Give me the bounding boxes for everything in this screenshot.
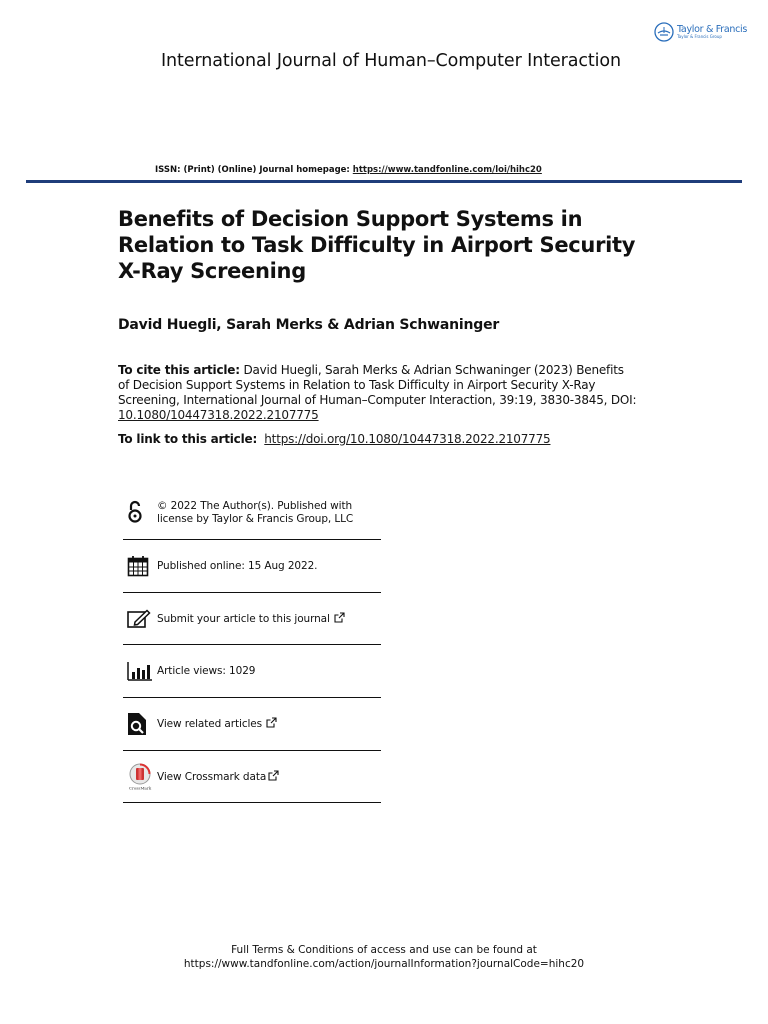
journal-title: International Journal of Human–Computer Interaction bbox=[160, 51, 622, 71]
submit-article-link[interactable] bbox=[157, 612, 345, 626]
citation bbox=[118, 363, 638, 423]
article-views: Article views: 1029 bbox=[157, 664, 256, 677]
link-label: To link to this article: bbox=[118, 432, 258, 446]
info-item-crossmark[interactable] bbox=[123, 751, 381, 803]
license-text: © 2022 The Author(s). Published with license by Taylor & Francis Group, LLC bbox=[157, 500, 354, 525]
journal-homepage-link[interactable]: https://www.tandfonline.com/loi/hihc20 bbox=[352, 165, 542, 175]
publisher-logo bbox=[654, 22, 747, 42]
svg-text:CrossMark: CrossMark bbox=[128, 785, 152, 790]
info-item-license bbox=[123, 487, 381, 540]
header-rule bbox=[26, 180, 742, 183]
article-link-line bbox=[118, 432, 550, 446]
crossmark-icon bbox=[127, 763, 153, 791]
article-title: Benefits of Decision Support Systems in Relation to Task Difficulty in Airport Security X-Ray Screening bbox=[118, 207, 636, 283]
crossmark-link[interactable] bbox=[157, 770, 279, 784]
info-list bbox=[123, 487, 381, 803]
footer-terms: Full Terms & Conditions of access and use can be found at bbox=[231, 944, 537, 956]
footer-url: https://www.tandfonline.com/action/journalInformation?journalCode=hihc20 bbox=[183, 958, 585, 970]
authors: David Huegli, Sarah Merks & Adrian Schwaninger bbox=[118, 317, 500, 333]
published-date: Published online: 15 Aug 2022. bbox=[157, 559, 318, 572]
open-access-icon bbox=[127, 500, 143, 526]
cite-text: David Huegli, Sarah Merks & Adrian Schwaninger (2023) Benefits of Decision Support Systems in Relation to Task Difficulty in Airport Security X-Ray Screening, International Journal of Human–Computer Interaction, 39:19, 3830-3845, DOI: bbox=[118, 363, 637, 407]
publisher-name: Taylor & Francis bbox=[677, 23, 748, 35]
external-link-icon bbox=[334, 612, 345, 623]
external-link-icon bbox=[266, 717, 277, 728]
info-item-submit[interactable] bbox=[123, 593, 381, 645]
footer bbox=[0, 943, 768, 971]
edit-icon bbox=[127, 609, 151, 629]
issn-line bbox=[155, 165, 542, 175]
external-link-icon bbox=[268, 770, 279, 781]
search-document-icon bbox=[127, 712, 147, 736]
info-item-published bbox=[123, 540, 381, 593]
issn-prefix: ISSN: (Print) (Online) Journal homepage: bbox=[155, 165, 353, 175]
crossmark-label: View Crossmark data bbox=[157, 770, 267, 783]
cite-label: To cite this article: bbox=[118, 363, 240, 377]
related-articles-link[interactable] bbox=[157, 717, 277, 731]
doi-link[interactable]: 10.1080/10447318.2022.2107775 bbox=[118, 408, 319, 422]
taylor-francis-logo-icon bbox=[654, 22, 674, 42]
submit-article-label: Submit your article to this journal bbox=[157, 612, 330, 625]
bar-chart-icon bbox=[127, 661, 153, 681]
info-item-related[interactable] bbox=[123, 698, 381, 751]
publisher-group: Taylor & Francis Group bbox=[677, 34, 722, 40]
calendar-icon bbox=[127, 555, 149, 577]
info-item-views bbox=[123, 645, 381, 698]
related-articles-label: View related articles bbox=[157, 718, 263, 730]
article-url-link[interactable]: https://doi.org/10.1080/10447318.2022.2107775 bbox=[264, 432, 551, 446]
